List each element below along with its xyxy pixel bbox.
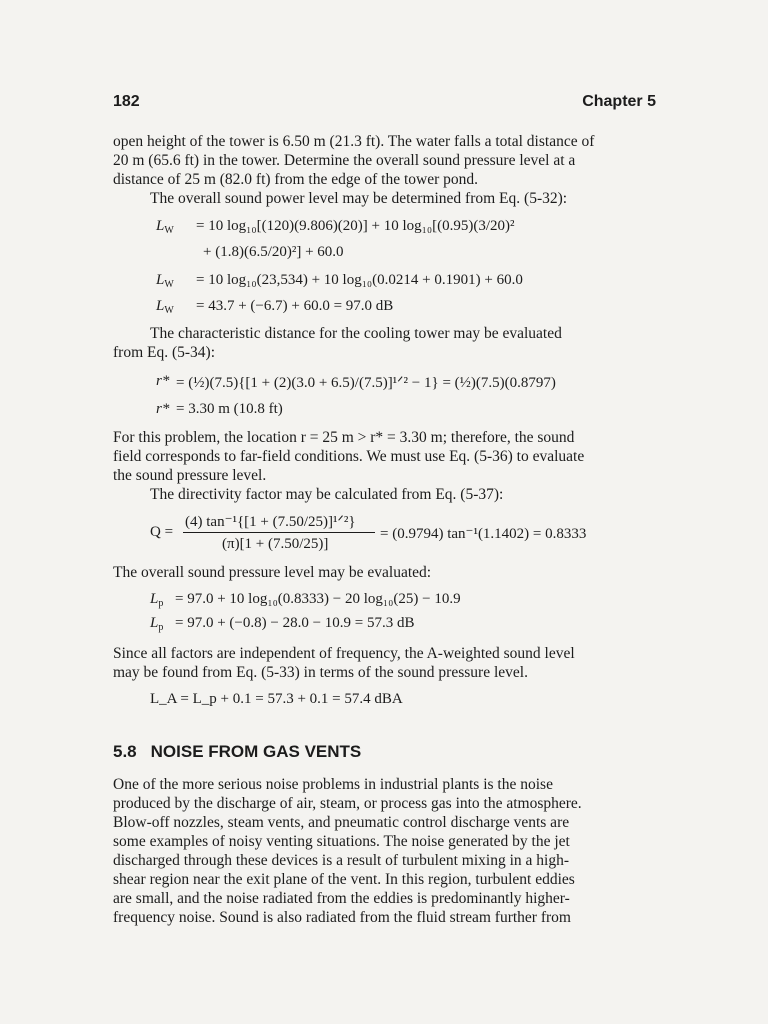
text-line: discharged through these devices is a result of turbulent mixing in a high- <box>113 852 570 869</box>
chapter-label: Chapter 5 <box>582 93 656 110</box>
equation-r-symbol: r* <box>156 401 170 417</box>
equation-lw-line2: + (1.8)(6.5/20)²] + 60.0 <box>203 244 344 260</box>
equation-q-rhs: = (0.9794) tan⁻¹(1.1402) = 0.8333 <box>380 526 587 542</box>
text-line: The overall sound power level may be determined from Eq. (5-32): <box>150 190 568 207</box>
text-line: The overall sound pressure level may be evaluated: <box>113 564 432 581</box>
text-line: The directivity factor may be calculated from Eq. (5-37): <box>150 486 504 503</box>
equation-r-symbol: r* <box>156 373 170 389</box>
equation-lp-symbol: $L_p$ <box>150 591 164 609</box>
equation-q-numerator: (4) tan⁻¹{[1 + (7.50/25)]¹ᐟ²} <box>185 514 356 530</box>
equation-lw-symbol: $L_W$ <box>156 298 174 316</box>
equation-lw-symbol: $L_W$ <box>156 272 174 290</box>
equation-r-line1: = (½)(7.5){[1 + (2)(3.0 + 6.5)/(7.5)]¹ᐟ² − 1} = (½)(7.5)(0.8797) <box>176 375 556 391</box>
equation-lw-line1: = 10 log₁₀[(120)(9.806)(20)] + 10 log₁₀[(0.95)(3/20)² <box>196 218 515 234</box>
text-line: distance of 25 m (82.0 ft) from the edge of the tower pond. <box>113 171 479 188</box>
text-line: field corresponds to far-field conditions. We must use Eq. (5-36) to evaluate <box>113 448 585 465</box>
equation-q-symbol: Q = <box>150 524 174 540</box>
text-line: Since all factors are independent of frequency, the A-weighted sound level <box>113 645 575 662</box>
text-line: frequency noise. Sound is also radiated from the fluid stream further from <box>113 909 571 926</box>
text-line: The characteristic distance for the cooling tower may be evaluated <box>150 325 562 342</box>
section-title: NOISE FROM GAS VENTS <box>150 742 362 761</box>
text-line: open height of the tower is 6.50 m (21.3 ft). The water falls a total distance of <box>113 133 595 150</box>
text-line: One of the more serious noise problems in industrial plants is the noise <box>113 776 553 793</box>
equation-lp-symbol: $L_p$ <box>150 615 164 633</box>
equation-r-line2: = 3.30 m (10.8 ft) <box>176 401 283 417</box>
equation-lp-line2: = 97.0 + (−0.8) − 28.0 − 10.9 = 57.3 dB <box>175 615 415 631</box>
text-line: For this problem, the location r = 25 m > r* = 3.30 m; therefore, the sound <box>113 429 575 446</box>
text-line: shear region near the exit plane of the vent. In this region, turbulent eddies <box>113 871 575 888</box>
equation-lw-symbol: $L_W$ <box>156 218 174 236</box>
text-line: are small, and the noise radiated from the eddies is predominantly higher- <box>113 890 570 907</box>
section-number: 5.8 <box>113 742 137 761</box>
text-line: the sound pressure level. <box>113 467 267 484</box>
equation-la: L_A = L_p + 0.1 = 57.3 + 0.1 = 57.4 dBA <box>150 691 403 707</box>
text-line: from Eq. (5-34): <box>113 344 216 361</box>
text-line: 20 m (65.6 ft) in the tower. Determine the overall sound pressure level at a <box>113 152 576 169</box>
text-line: some examples of noisy venting situations. The noise generated by the jet <box>113 833 570 850</box>
equation-lp-line1: = 97.0 + 10 log₁₀(0.8333) − 20 log₁₀(25) − 10.9 <box>175 591 461 607</box>
text-line: Blow-off nozzles, steam vents, and pneumatic control discharge vents are <box>113 814 570 831</box>
equation-lw-line3: = 10 log₁₀(23,534) + 10 log₁₀(0.0214 + 0.1901) + 60.0 <box>196 272 523 288</box>
equation-lw-line4: = 43.7 + (−6.7) + 60.0 = 97.0 dB <box>196 298 394 314</box>
text-line: produced by the discharge of air, steam, or process gas into the atmosphere. <box>113 795 582 812</box>
page-number: 182 <box>113 93 140 110</box>
equation-q-denominator: (π)[1 + (7.50/25)] <box>222 536 329 552</box>
section-heading <box>113 742 361 762</box>
text-line: may be found from Eq. (5-33) in terms of the sound pressure level. <box>113 664 528 681</box>
fraction-bar <box>183 532 375 533</box>
